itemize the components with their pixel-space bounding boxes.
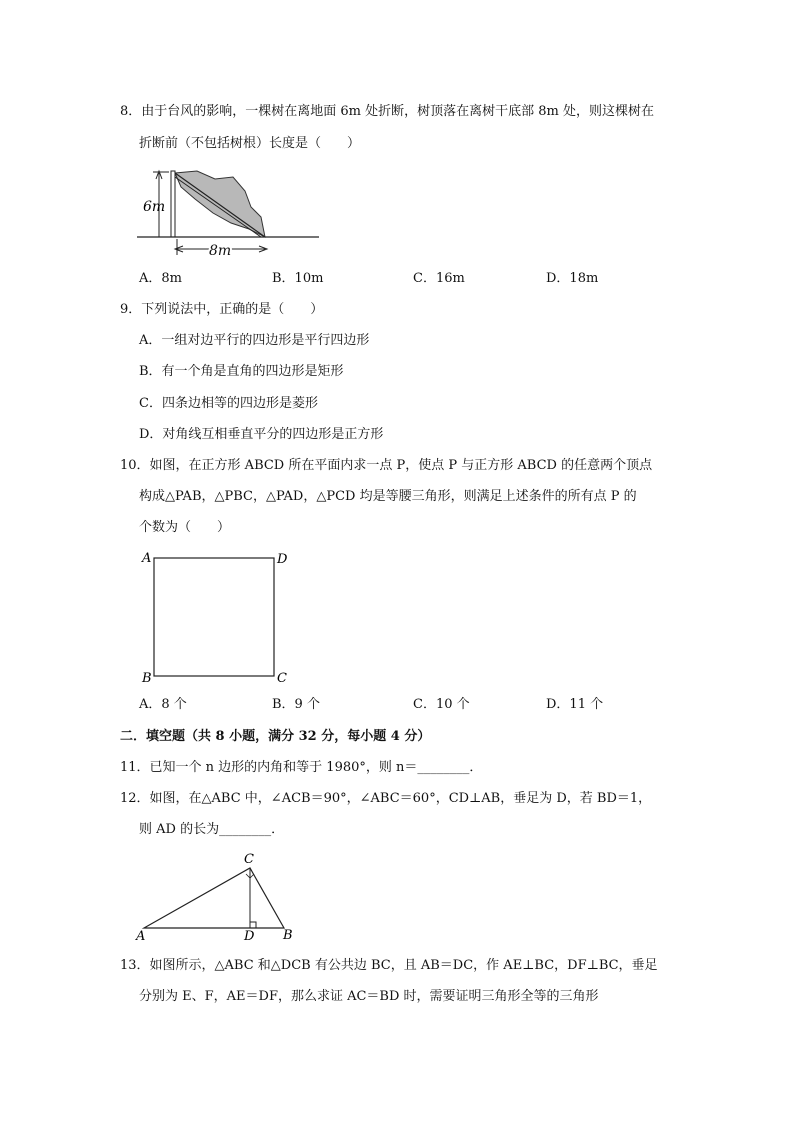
q10-option-a: A．8 个 xyxy=(139,697,187,712)
q12-vertex-b: B xyxy=(283,928,293,942)
q13-stem-line-1: 13．如图所示，△ABC 和△DCB 有公共边 BC，且 AB＝DC，作 AE⊥BC，DF⊥BC，垂足 xyxy=(120,958,658,973)
q8-option-c: C．16m xyxy=(413,271,465,286)
q12-triangle-figure xyxy=(134,850,296,942)
q10-vertex-b: B xyxy=(142,671,152,686)
q11-stem: 11．已知一个 n 边形的内角和等于 1980°，则 n＝________． xyxy=(120,760,483,775)
q13-stem-line-2: 分别为 E、F，AE＝DF，那么求证 AC＝BD 时，需要证明三角形全等的三角形 xyxy=(139,989,599,1004)
q9-option-a: A．一组对边平行的四边形是平行四边形 xyxy=(139,333,370,348)
q9-stem: 9．下列说法中，正确的是（ ） xyxy=(120,302,324,317)
q8-stem-line-2: 折断前（不包括树根）长度是（ ） xyxy=(139,136,361,151)
q12-stem-line-2: 则 AD 的长为________． xyxy=(139,822,285,837)
q10-option-c: C．10 个 xyxy=(413,697,470,712)
q12-triangle-abc xyxy=(144,868,284,928)
q10-square-figure xyxy=(138,548,298,686)
q9-option-c: C．四条边相等的四边形是菱形 xyxy=(139,396,318,411)
q12-stem-line-1: 12．如图，在△ABC 中，∠ACB＝90°，∠ABC＝60°，CD⊥AB，垂足为 D，若 BD＝1， xyxy=(120,791,652,806)
q10-vertex-a: A xyxy=(142,551,152,566)
q8-option-a: A．8m xyxy=(139,271,182,286)
q8-option-b: B．10m xyxy=(272,271,324,286)
q12-right-angle-mark-d xyxy=(250,922,256,928)
q8-height-label: 6m xyxy=(143,199,166,215)
q10-stem-line-1: 10．如图，在正方形 ABCD 所在平面内求一点 P，使点 P 与正方形 ABCD 的任意两个顶点 xyxy=(120,458,653,473)
q10-stem-line-2: 构成△PAB，△PBC，△PAD，△PCD 均是等腰三角形，则满足上述条件的所有点 P 的 xyxy=(139,489,637,504)
q10-square-abcd xyxy=(154,558,274,676)
q10-option-d: D．11 个 xyxy=(546,697,604,712)
q8-option-d: D．18m xyxy=(546,271,599,286)
q12-vertex-a: A xyxy=(136,929,146,942)
q8-tree-figure xyxy=(137,165,319,257)
q12-vertex-c: C xyxy=(244,852,254,867)
q8-tree-trunk xyxy=(171,171,175,237)
q10-vertex-d: D xyxy=(277,552,288,567)
q12-vertex-d: D xyxy=(244,929,255,942)
q9-option-d: D．对角线互相垂直平分的四边形是正方形 xyxy=(139,427,384,442)
section-2-heading: 二．填空题（共 8 小题，满分 32 分，每小题 4 分） xyxy=(120,729,431,744)
q10-stem-line-3: 个数为（ ） xyxy=(139,520,231,535)
q10-option-b: B．9 个 xyxy=(272,697,320,712)
q8-stem-line-1: 8．由于台风的影响，一棵树在离地面 6m 处折断，树顶落在离树干底部 8m 处，则这棵树在 xyxy=(120,104,654,119)
q8-base-label: 8m xyxy=(209,243,232,257)
q10-vertex-c: C xyxy=(277,671,287,686)
q9-option-b: B．有一个角是直角的四边形是矩形 xyxy=(139,364,344,379)
